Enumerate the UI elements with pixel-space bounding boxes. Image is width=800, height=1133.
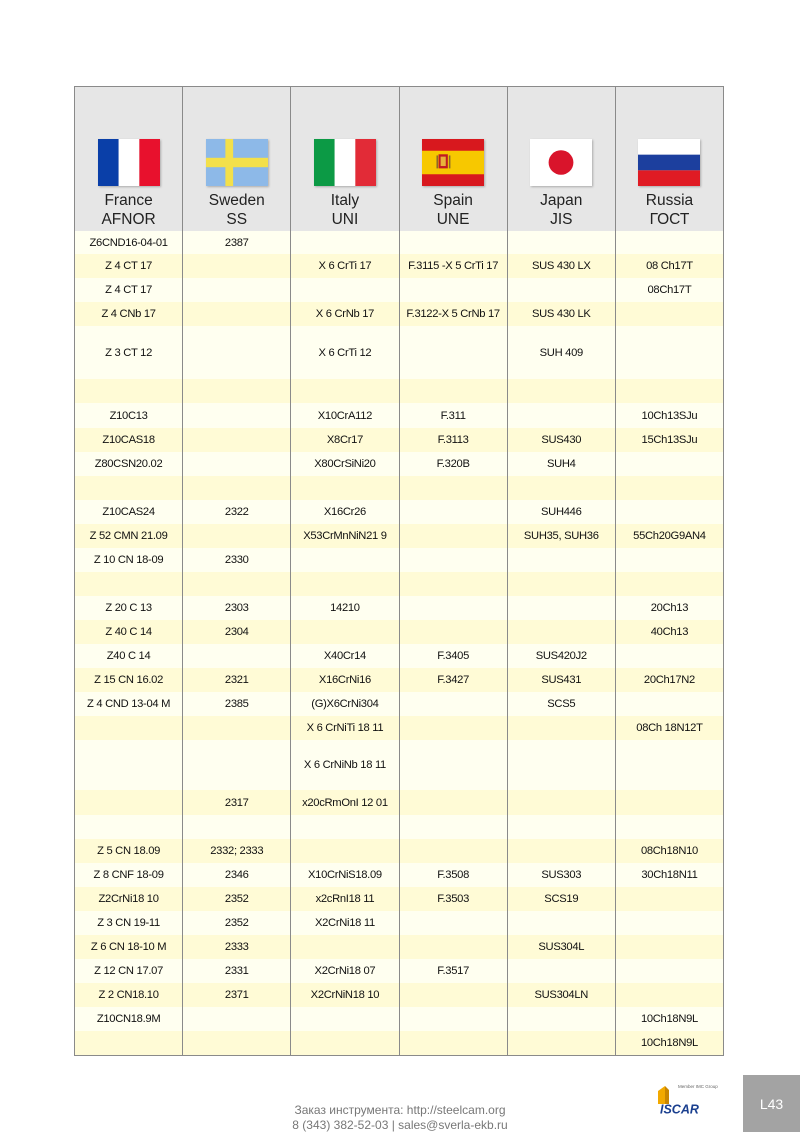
- table-cell-france: Z 40 C 14: [74, 620, 183, 644]
- table-cell-sweden: [183, 476, 291, 500]
- table-cell-sweden: [183, 403, 291, 428]
- table-cell-italy: [291, 1031, 399, 1055]
- table-cell-russia: 08Ch 18N12T: [616, 716, 724, 740]
- table-cell-sweden: [183, 379, 291, 403]
- table-cell-japan: SUS 430 LX: [508, 254, 616, 278]
- table-cell-russia: [616, 740, 724, 790]
- table-cell-russia: 08Ch18N10: [616, 839, 724, 863]
- table-cell-sweden: [183, 428, 291, 452]
- table-cell-japan: SUS431: [508, 668, 616, 692]
- table-cell-france: Z 52 CMN 21.09: [74, 524, 183, 548]
- table-cell-sweden: 2330: [183, 548, 291, 572]
- table-cell-japan: [508, 596, 616, 620]
- table-cell-japan: [508, 548, 616, 572]
- table-cell-italy: X40Cr14: [291, 644, 399, 668]
- table-cell-russia: [616, 790, 724, 815]
- table-cell-japan: [508, 839, 616, 863]
- table-cell-france: [74, 476, 183, 500]
- table-cell-italy: 14210: [291, 596, 399, 620]
- table-cell-spain: F.311: [400, 403, 508, 428]
- table-cell-russia: 08 Ch17T: [616, 254, 724, 278]
- table-cell-sweden: 2331: [183, 959, 291, 983]
- table-cell-france: [74, 740, 183, 790]
- table-cell-italy: [291, 620, 399, 644]
- table-cell-sweden: 2321: [183, 668, 291, 692]
- country-name: Russia: [645, 192, 694, 209]
- table-cell-russia: [616, 887, 724, 911]
- table-cell-japan: SUS304L: [508, 935, 616, 959]
- header-spain: [400, 87, 508, 231]
- table-cell-sweden: 2332; 2333: [183, 839, 291, 863]
- table-cell-spain: F.3503: [400, 887, 508, 911]
- table-row: [74, 548, 724, 572]
- table-cell-france: Z2CrNi18 10: [74, 887, 183, 911]
- table-cell-russia: [616, 231, 724, 254]
- table-cell-spain: [400, 572, 508, 596]
- table-cell-france: Z 4 CNb 17: [74, 302, 183, 326]
- table-cell-japan: [508, 1007, 616, 1031]
- table-cell-japan: SUS304LN: [508, 983, 616, 1007]
- table-row: [74, 278, 724, 302]
- table-row: [74, 231, 724, 254]
- table-cell-russia: 20Ch13: [616, 596, 724, 620]
- table-row: [74, 1031, 724, 1055]
- table-cell-france: Z 5 CN 18.09: [74, 839, 183, 863]
- footer-order-line: Заказ инструмента: http://steelcam.org: [294, 1103, 506, 1117]
- table-cell-france: Z 3 CT 12: [74, 326, 183, 379]
- header-italy: [291, 87, 399, 231]
- table-cell-sweden: 2387: [183, 231, 291, 254]
- table-cell-italy: [291, 935, 399, 959]
- table-cell-spain: F.3517: [400, 959, 508, 983]
- table-row: [74, 500, 724, 524]
- logo-tagline: Member IMC Group: [678, 1084, 718, 1089]
- table-cell-japan: SUS303: [508, 863, 616, 887]
- table-cell-spain: [400, 524, 508, 548]
- country-name: Spain: [433, 192, 473, 209]
- table-cell-spain: [400, 790, 508, 815]
- table-cell-sweden: 2317: [183, 790, 291, 815]
- table-cell-russia: [616, 452, 724, 476]
- table-cell-sweden: [183, 644, 291, 668]
- table-cell-japan: [508, 278, 616, 302]
- table-cell-russia: 40Ch13: [616, 620, 724, 644]
- table-cell-italy: X10CrNiS18.09: [291, 863, 399, 887]
- table-cell-france: [74, 572, 183, 596]
- table-cell-spain: F.3122-X 5 CrNb 17: [400, 302, 508, 326]
- table-cell-france: Z 12 CN 17.07: [74, 959, 183, 983]
- standard-name: SS: [226, 211, 248, 228]
- table-cell-spain: [400, 839, 508, 863]
- header-russia: [616, 87, 724, 231]
- table-row: [74, 596, 724, 620]
- table-cell-spain: [400, 692, 508, 716]
- table-cell-france: [74, 379, 183, 403]
- table-cell-russia: [616, 302, 724, 326]
- table-cell-spain: [400, 740, 508, 790]
- table-cell-sweden: [183, 815, 291, 839]
- country-name: Sweden: [208, 192, 265, 209]
- footer-contact: [230, 1103, 570, 1133]
- table-cell-spain: F.3508: [400, 863, 508, 887]
- table-cell-russia: [616, 379, 724, 403]
- table-cell-japan: [508, 379, 616, 403]
- table-row: [74, 716, 724, 740]
- table-cell-italy: [291, 231, 399, 254]
- table-cell-france: Z 2 CN18.10: [74, 983, 183, 1007]
- country-name: Italy: [330, 192, 360, 209]
- table-cell-france: Z 4 CT 17: [74, 278, 183, 302]
- table-cell-italy: (G)X6CrNi304: [291, 692, 399, 716]
- table-body: [74, 231, 724, 1055]
- table-cell-russia: [616, 500, 724, 524]
- table-cell-italy: X 6 CrTi 17: [291, 254, 399, 278]
- table-cell-spain: F.320B: [400, 452, 508, 476]
- steel-equivalents-table: [74, 86, 724, 1056]
- table-cell-sweden: [183, 524, 291, 548]
- table-cell-italy: [291, 1007, 399, 1031]
- table-cell-spain: [400, 476, 508, 500]
- table-cell-france: [74, 815, 183, 839]
- table-cell-japan: [508, 572, 616, 596]
- table-cell-spain: [400, 548, 508, 572]
- table-cell-sweden: [183, 1007, 291, 1031]
- table-cell-france: [74, 1031, 183, 1055]
- table-cell-spain: F.3405: [400, 644, 508, 668]
- table-cell-france: [74, 716, 183, 740]
- table-cell-sweden: [183, 740, 291, 790]
- table-cell-japan: SUS430: [508, 428, 616, 452]
- table-cell-italy: X10CrA112: [291, 403, 399, 428]
- table-cell-spain: [400, 596, 508, 620]
- logo-text: ISCAR: [660, 1102, 699, 1116]
- table-cell-russia: [616, 815, 724, 839]
- table-cell-japan: SUS420J2: [508, 644, 616, 668]
- japan-flag-icon: [530, 139, 592, 186]
- table-row: [74, 887, 724, 911]
- table-row: [74, 815, 724, 839]
- table-cell-russia: 10Ch18N9L: [616, 1007, 724, 1031]
- table-cell-sweden: 2303: [183, 596, 291, 620]
- table-cell-sweden: 2352: [183, 911, 291, 935]
- table-cell-spain: [400, 379, 508, 403]
- table-cell-japan: SCS19: [508, 887, 616, 911]
- sweden-flag-icon: [206, 139, 268, 186]
- table-cell-italy: X8Cr17: [291, 428, 399, 452]
- table-cell-japan: [508, 1031, 616, 1055]
- russia-flag-icon: [638, 139, 700, 186]
- table-cell-italy: [291, 278, 399, 302]
- table-cell-japan: [508, 231, 616, 254]
- spain-flag-icon: [422, 139, 484, 186]
- table-cell-france: Z 20 C 13: [74, 596, 183, 620]
- table-cell-russia: [616, 476, 724, 500]
- table-cell-italy: x2cRnI18 11: [291, 887, 399, 911]
- table-cell-sweden: [183, 716, 291, 740]
- table-row: [74, 644, 724, 668]
- table-cell-italy: X53CrMnNiN21 9: [291, 524, 399, 548]
- table-cell-italy: [291, 839, 399, 863]
- table-cell-sweden: 2322: [183, 500, 291, 524]
- table-cell-japan: SUH446: [508, 500, 616, 524]
- table-cell-sweden: 2346: [183, 863, 291, 887]
- standard-name: UNI: [331, 211, 359, 228]
- table-cell-france: Z 4 CND 13-04 M: [74, 692, 183, 716]
- table-cell-italy: [291, 476, 399, 500]
- country-name: France: [104, 192, 153, 209]
- table-cell-spain: F.3427: [400, 668, 508, 692]
- table-cell-japan: [508, 790, 616, 815]
- table-cell-sweden: [183, 1031, 291, 1055]
- table-cell-italy: X16Cr26: [291, 500, 399, 524]
- table-cell-russia: 55Ch20G9AN4: [616, 524, 724, 548]
- footer-phone-email-line: 8 (343) 382-52-03 | sales@sverla-ekb.ru: [292, 1118, 508, 1132]
- table-cell-italy: X2CrNi18 07: [291, 959, 399, 983]
- table-cell-japan: SUH 409: [508, 326, 616, 379]
- iscar-logo-icon: [656, 1082, 720, 1116]
- table-cell-spain: [400, 911, 508, 935]
- table-cell-italy: X 6 CrNiNb 18 11: [291, 740, 399, 790]
- table-cell-italy: X80CrSiNi20: [291, 452, 399, 476]
- table-row: [74, 935, 724, 959]
- table-cell-sweden: [183, 302, 291, 326]
- table-row: [74, 740, 724, 790]
- table-row: [74, 379, 724, 403]
- header-sweden: [183, 87, 291, 231]
- table-cell-france: Z6CND16-04-01: [74, 231, 183, 254]
- table-header: [74, 86, 724, 231]
- table-row: [74, 302, 724, 326]
- table-cell-italy: X2CrNi18 11: [291, 911, 399, 935]
- table-cell-russia: [616, 959, 724, 983]
- table-cell-france: Z 10 CN 18-09: [74, 548, 183, 572]
- table-cell-sweden: [183, 278, 291, 302]
- header-japan: [508, 87, 616, 231]
- page-number: L43: [743, 1075, 800, 1132]
- table-cell-italy: [291, 379, 399, 403]
- table-cell-sweden: [183, 254, 291, 278]
- table-row: [74, 254, 724, 278]
- table-bottom-border: [74, 1055, 724, 1056]
- country-name: Japan: [540, 192, 583, 209]
- table-row: [74, 790, 724, 815]
- table-cell-italy: x20cRmOnI 12 01: [291, 790, 399, 815]
- table-cell-sweden: [183, 452, 291, 476]
- table-cell-france: Z40 C 14: [74, 644, 183, 668]
- table-cell-france: Z10C13: [74, 403, 183, 428]
- table-cell-japan: [508, 815, 616, 839]
- table-row: [74, 911, 724, 935]
- table-cell-france: Z 4 CT 17: [74, 254, 183, 278]
- table-cell-italy: [291, 572, 399, 596]
- table-cell-spain: [400, 326, 508, 379]
- table-cell-russia: [616, 326, 724, 379]
- table-cell-sweden: 2371: [183, 983, 291, 1007]
- table-cell-spain: F.3115 -X 5 CrTi 17: [400, 254, 508, 278]
- table-cell-spain: [400, 620, 508, 644]
- table-cell-sweden: 2385: [183, 692, 291, 716]
- table-cell-spain: [400, 231, 508, 254]
- table-row: [74, 863, 724, 887]
- table-cell-italy: X 6 CrNiTi 18 11: [291, 716, 399, 740]
- table-row: [74, 452, 724, 476]
- table-row: [74, 668, 724, 692]
- table-cell-sweden: [183, 572, 291, 596]
- table-cell-russia: 10Ch18N9L: [616, 1031, 724, 1055]
- table-cell-russia: [616, 983, 724, 1007]
- standard-name: JIS: [550, 211, 573, 228]
- table-cell-japan: SUS 430 LK: [508, 302, 616, 326]
- table-cell-italy: [291, 548, 399, 572]
- table-row: [74, 572, 724, 596]
- italy-flag-icon: [314, 139, 376, 186]
- table-cell-spain: [400, 1007, 508, 1031]
- table-row: [74, 983, 724, 1007]
- table-cell-japan: SUH4: [508, 452, 616, 476]
- table-cell-spain: [400, 716, 508, 740]
- table-cell-france: Z80CSN20.02: [74, 452, 183, 476]
- table-row: [74, 1007, 724, 1031]
- table-cell-france: Z10CAS24: [74, 500, 183, 524]
- table-cell-sweden: 2333: [183, 935, 291, 959]
- table-row: [74, 692, 724, 716]
- table-row: [74, 326, 724, 379]
- table-cell-spain: [400, 500, 508, 524]
- table-cell-france: Z 15 CN 16.02: [74, 668, 183, 692]
- table-cell-france: Z 6 CN 18-10 M: [74, 935, 183, 959]
- table-cell-japan: [508, 476, 616, 500]
- table-cell-japan: [508, 740, 616, 790]
- table-cell-japan: SCS5: [508, 692, 616, 716]
- table-cell-russia: [616, 935, 724, 959]
- table-cell-spain: [400, 278, 508, 302]
- table-cell-russia: [616, 692, 724, 716]
- table-cell-japan: [508, 620, 616, 644]
- table-cell-spain: F.3113: [400, 428, 508, 452]
- table-cell-russia: [616, 548, 724, 572]
- table-cell-russia: 20Ch17N2: [616, 668, 724, 692]
- table-cell-italy: X 6 CrTi 12: [291, 326, 399, 379]
- table-row: [74, 403, 724, 428]
- table-cell-sweden: 2304: [183, 620, 291, 644]
- table-cell-italy: [291, 815, 399, 839]
- standard-name: ГОСТ: [649, 211, 690, 228]
- table-cell-france: Z10CAS18: [74, 428, 183, 452]
- france-flag-icon: [98, 139, 160, 186]
- table-cell-russia: [616, 911, 724, 935]
- table-row: [74, 839, 724, 863]
- table-cell-russia: 08Ch17T: [616, 278, 724, 302]
- standard-name: AFNOR: [101, 211, 156, 228]
- table-row: [74, 959, 724, 983]
- header-france: [74, 87, 183, 231]
- table-cell-japan: [508, 911, 616, 935]
- table-cell-spain: [400, 983, 508, 1007]
- table-cell-japan: [508, 716, 616, 740]
- table-cell-italy: X2CrNiN18 10: [291, 983, 399, 1007]
- table-cell-spain: [400, 815, 508, 839]
- table-cell-sweden: 2352: [183, 887, 291, 911]
- table-cell-russia: [616, 572, 724, 596]
- table-cell-japan: [508, 403, 616, 428]
- standard-name: UNE: [436, 211, 470, 228]
- table-cell-russia: 15Ch13SJu: [616, 428, 724, 452]
- table-row: [74, 620, 724, 644]
- table-cell-france: Z10CN18.9M: [74, 1007, 183, 1031]
- table-cell-france: Z 8 CNF 18-09: [74, 863, 183, 887]
- table-cell-russia: 30Ch18N11: [616, 863, 724, 887]
- table-cell-italy: X16CrNi16: [291, 668, 399, 692]
- table-cell-france: [74, 790, 183, 815]
- table-cell-spain: [400, 1031, 508, 1055]
- table-cell-sweden: [183, 326, 291, 379]
- table-cell-italy: X 6 CrNb 17: [291, 302, 399, 326]
- table-cell-japan: [508, 959, 616, 983]
- table-cell-russia: 10Ch13SJu: [616, 403, 724, 428]
- table-row: [74, 428, 724, 452]
- table-row: [74, 476, 724, 500]
- table-cell-spain: [400, 935, 508, 959]
- table-cell-russia: [616, 644, 724, 668]
- table-cell-france: Z 3 CN 19-11: [74, 911, 183, 935]
- table-cell-japan: SUH35, SUH36: [508, 524, 616, 548]
- table-row: [74, 524, 724, 548]
